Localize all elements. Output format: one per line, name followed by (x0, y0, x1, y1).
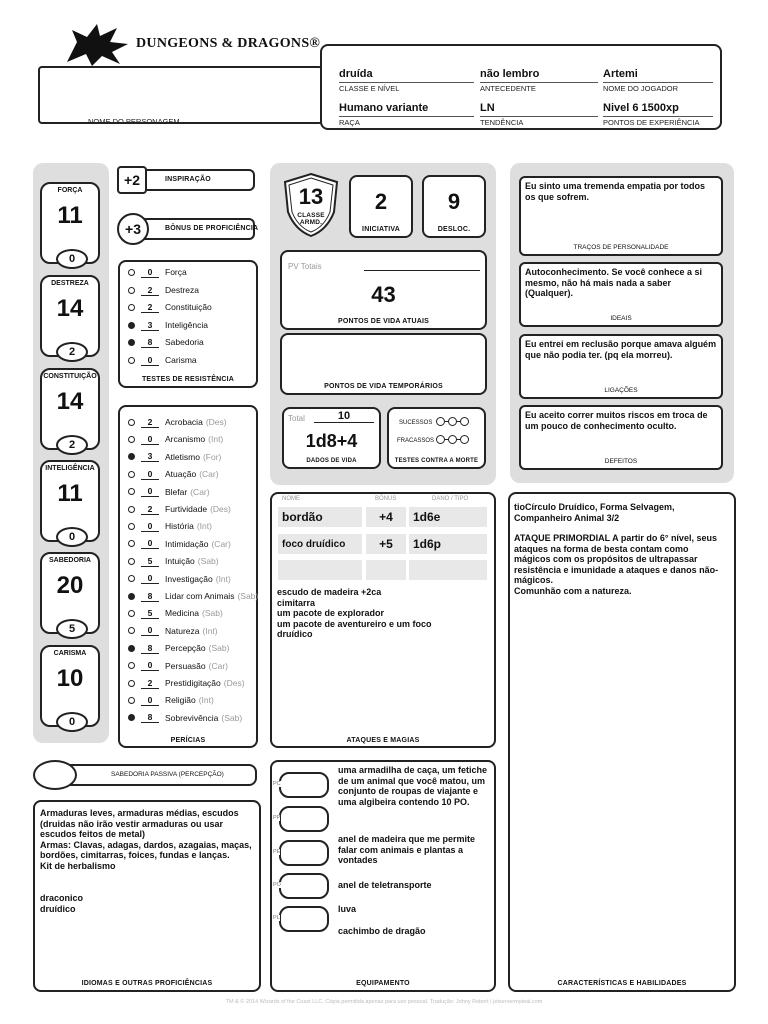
coin-label: PC (273, 781, 281, 787)
bonds-box[interactable] (519, 334, 723, 399)
death-failures-checks[interactable] (436, 435, 469, 444)
skill-value[interactable]: 8 (141, 591, 159, 602)
death-check[interactable] (436, 417, 445, 426)
attack-note: druídico (277, 629, 313, 639)
passive-perception-label: SABEDORIA PASSIVA (PERCEPÇÃO) (111, 771, 224, 778)
skill-name: Acrobacia (165, 417, 203, 427)
attack-empty[interactable] (366, 560, 406, 580)
background-label: ANTECEDENTE (480, 82, 598, 93)
hit-dice-total-label: Total (288, 414, 305, 423)
armor-class-label: CLASSE ARMD. (297, 212, 325, 226)
attack-note: um pacote de aventureiro e um foco (277, 618, 432, 629)
personality-traits-label: TRAÇOS DE PERSONALIDADE (573, 244, 669, 251)
proficiencies-title: IDIOMAS E OUTRAS PROFICIÊNCIAS (81, 980, 213, 987)
logo-text: DUNGEONS & DRAGONS® (136, 36, 321, 51)
save-name: Destreza (165, 285, 200, 295)
attack-damage[interactable]: 1d6p (409, 534, 487, 554)
attack-note: um pacote de explorador (277, 608, 385, 618)
ability-score[interactable]: 14 (56, 295, 84, 322)
skill-name: História (165, 521, 194, 532)
skill-row[interactable] (128, 415, 227, 429)
skill-stat: (Des) (205, 417, 227, 427)
death-successes-checks[interactable] (436, 417, 469, 426)
proficiency-dot[interactable] (128, 627, 135, 634)
proficiency-dot[interactable] (128, 322, 135, 329)
skill-row[interactable] (128, 554, 219, 568)
ability-intelligence (40, 460, 100, 542)
skill-row[interactable] (128, 659, 228, 673)
death-check[interactable] (436, 435, 445, 444)
hp-current-value[interactable]: 43 (371, 282, 396, 307)
skill-stat: (Int) (198, 695, 214, 706)
skill-name: Lidar com Animais (165, 591, 235, 601)
skill-stat: (Int) (208, 434, 224, 445)
death-check[interactable] (448, 417, 457, 426)
save-value[interactable]: 2 (141, 302, 159, 313)
skill-stat: (Car) (211, 538, 231, 549)
saving-throws-title: TESTES DE RESISTÊNCIA (141, 376, 235, 383)
skill-value[interactable]: 0 (141, 625, 159, 636)
save-name: Força (165, 267, 187, 277)
skill-value[interactable]: 0 (141, 469, 159, 480)
features-box[interactable] (508, 492, 736, 992)
armor-class-value[interactable]: 13 (298, 184, 324, 209)
hit-dice-total-value[interactable]: 10 (314, 410, 374, 423)
ability-score[interactable]: 10 (56, 665, 84, 692)
ability-name: FORÇA (57, 187, 83, 194)
save-name: Carisma (165, 355, 197, 365)
bonds-label: LIGAÇÕES (604, 387, 638, 394)
skill-stat: (Sab) (202, 608, 223, 619)
class-level-value[interactable]: druída (339, 68, 373, 80)
personality-traits-text: Eu sinto uma tremenda empatia por todos os que sofrem. (525, 181, 706, 202)
proficiency-dot[interactable] (128, 419, 135, 426)
initiative-value[interactable]: 2 (374, 189, 388, 214)
equipment-title: EQUIPAMENTO (356, 980, 410, 987)
skill-value[interactable]: 0 (141, 521, 159, 532)
skill-name: Intimidação (165, 538, 209, 549)
save-name: Inteligência (165, 320, 209, 330)
skill-row[interactable] (128, 502, 231, 516)
attack-name[interactable]: bordão (278, 507, 362, 527)
temp-hp-label: PONTOS DE VIDA TEMPORÁRIOS (324, 383, 443, 390)
class-level-label: CLASSE E NÍVEL (339, 82, 474, 93)
temp-hp-box[interactable] (280, 333, 487, 395)
ability-modifier[interactable]: 0 (56, 249, 88, 269)
attacks-col-bonus: BÔNUS (375, 496, 397, 502)
skill-row[interactable] (128, 537, 231, 551)
save-value[interactable]: 8 (141, 337, 159, 348)
attacks-col-damage: DANO / TIPO (432, 496, 469, 502)
skill-value[interactable]: 8 (141, 712, 159, 723)
ability-name: DESTREZA (51, 280, 89, 287)
xp-value[interactable]: Nivel 6 1500xp (603, 102, 679, 114)
proficiency-dot[interactable] (128, 269, 135, 276)
hit-dice-value[interactable]: 1d8+4 (305, 431, 358, 451)
passive-perception-box (33, 760, 261, 790)
flaws-text: Eu aceito correr muitos riscos em troca de um pouco de conhecimento oculto. (525, 410, 708, 431)
language-2: druídico (40, 903, 76, 914)
coin-field-pl[interactable] (273, 906, 329, 932)
player-value[interactable]: Artemi (603, 68, 638, 80)
ability-modifier[interactable]: 0 (56, 527, 88, 547)
ability-dexterity (40, 275, 100, 357)
ideals-text: Autoconhecimento. Se você conhece a si mesmo, não há mais nada a saber (Qualquer). (525, 267, 703, 298)
features-title: CARACTERÍSTICAS E HABILIDADES (557, 980, 687, 987)
initiative-label: INICIATIVA (362, 226, 400, 233)
ability-score[interactable]: 11 (57, 202, 83, 229)
hp-max-line[interactable] (364, 270, 480, 271)
speed-value[interactable]: 9 (447, 189, 461, 214)
skill-row[interactable] (128, 485, 210, 499)
save-value[interactable]: 2 (141, 285, 159, 296)
skill-row[interactable] (128, 711, 242, 725)
hp-max-label: PV Totais (288, 262, 322, 271)
skill-stat: (Int) (202, 625, 218, 636)
skill-value[interactable]: 0 (141, 573, 159, 584)
skill-name: Blefar (165, 486, 188, 497)
ability-modifier[interactable]: 2 (56, 435, 88, 455)
skill-stat: (Car) (199, 469, 219, 480)
save-row[interactable] (128, 300, 212, 314)
proficiency-dot[interactable] (128, 436, 135, 443)
coin-label: PE (273, 849, 281, 855)
skill-name: Atletismo (165, 451, 200, 462)
skill-value[interactable]: 0 (141, 434, 159, 445)
hp-current-label: PONTOS DE VIDA ATUAIS (338, 318, 429, 325)
skill-name: Percepção (165, 643, 206, 654)
death-check[interactable] (448, 435, 457, 444)
coin-field-pp[interactable] (273, 806, 329, 832)
attack-name[interactable]: foco druídico (278, 534, 362, 554)
proficiency-dot[interactable] (128, 471, 135, 478)
skill-value[interactable]: 3 (141, 451, 159, 462)
equipment-item[interactable]: luva (338, 904, 357, 914)
speed-label: DESLOC. (437, 226, 471, 233)
alignment-label: TENDÊNCIA (480, 116, 598, 127)
proficiency-weapons: Armas: Clavas, adagas, dardos, azagaias, maças, bordões, cimitarras, foices, fundas e lanças. (40, 839, 252, 860)
proficiency-dot[interactable] (128, 645, 135, 652)
proficiency-armor: Armaduras leves, armaduras médias, escudos (druidas não irão vestir armaduras ou usar escudos feitos de metal) (40, 808, 239, 839)
skill-row[interactable] (128, 693, 214, 707)
ability-strength (40, 182, 100, 264)
coin-field-pc[interactable] (273, 772, 329, 798)
save-row[interactable] (128, 265, 187, 279)
death-saves-label: TESTES CONTRA A MORTE (394, 458, 479, 464)
alignment-value[interactable]: LN (480, 102, 495, 114)
skill-value[interactable]: 2 (141, 678, 159, 689)
equipment-item[interactable]: uma armadilha de caça, um fetiche de um animal que você matou, um conjunto de roupas de viajante e uma algibeira contendo 10 PO. (338, 765, 488, 807)
skill-value[interactable]: 0 (141, 695, 159, 706)
skill-stat: (Car) (190, 486, 210, 497)
race-value[interactable]: Humano variante (339, 102, 429, 114)
proficiency-dot[interactable] (128, 287, 135, 294)
skill-name: Investigação (165, 573, 213, 584)
attack-bonus[interactable]: +5 (366, 534, 406, 554)
skill-row[interactable] (128, 641, 229, 655)
skill-name: Atuação (165, 469, 197, 480)
skill-name: Arcanismo (165, 434, 206, 445)
save-value[interactable]: 3 (141, 320, 159, 331)
ability-modifier[interactable]: 2 (56, 342, 88, 362)
ability-score[interactable]: 14 (56, 388, 84, 415)
attack-note: escudo de madeira +2ca (277, 587, 382, 597)
background-value[interactable]: não lembro (480, 68, 540, 80)
skill-stat: (Car) (208, 660, 228, 671)
skill-name: Natureza (165, 625, 200, 636)
save-row[interactable] (128, 318, 208, 332)
ability-name: SABEDORIA (48, 557, 91, 564)
skill-stat: (Sab) (221, 712, 243, 723)
save-row[interactable] (128, 353, 197, 367)
armor-class-shield (282, 172, 340, 238)
ability-wisdom (40, 552, 100, 634)
xp-label: PONTOS DE EXPERIÊNCIA (603, 116, 713, 127)
language-1: draconico (40, 893, 84, 903)
skill-stat: (Sab) (208, 643, 230, 654)
equipment-item[interactable]: anel de madeira que me permite falar com animais e plantas a vontades (338, 834, 476, 865)
ideals-label: IDEAIS (610, 315, 632, 322)
ability-constitution (40, 368, 100, 450)
ability-charisma (40, 645, 100, 727)
death-failures-label: FRACASSOS (397, 438, 435, 444)
character-info-box (320, 44, 722, 130)
hit-points-box (280, 250, 487, 330)
speed-box (422, 175, 486, 238)
proficiency-box (117, 213, 259, 245)
proficiency-dot[interactable] (128, 339, 135, 346)
skill-row[interactable] (128, 572, 231, 586)
skill-stat: (Sab) (237, 591, 259, 601)
skill-name: Sobrevivência (165, 712, 219, 723)
coin-field-pe[interactable] (273, 840, 329, 866)
save-row[interactable] (128, 335, 204, 349)
skill-row[interactable] (128, 606, 223, 620)
race-label: RAÇA (339, 116, 474, 127)
save-name: Constituição (165, 302, 212, 312)
death-saves-box (387, 407, 486, 469)
ability-name: INTELIGÊNCIA (45, 465, 95, 472)
coin-label: PP (273, 815, 281, 821)
coin-field-po[interactable] (273, 873, 329, 899)
ability-score[interactable]: 20 (56, 572, 84, 599)
initiative-box (349, 175, 413, 238)
proficiency-dot[interactable] (128, 575, 135, 582)
proficiency-dot[interactable] (128, 714, 135, 721)
save-value[interactable]: 0 (141, 355, 159, 366)
death-successes-label: SUCESSOS (399, 420, 433, 426)
save-row[interactable] (128, 283, 199, 297)
proficiency-dot[interactable] (128, 523, 135, 530)
proficiencies-text (40, 808, 253, 914)
skill-name: Intuição (165, 556, 195, 567)
ideals-box[interactable] (519, 262, 723, 327)
save-value[interactable]: 0 (141, 267, 159, 278)
skill-name: Persuasão (165, 660, 206, 671)
save-name: Sabedoria (165, 337, 204, 347)
personality-traits-box[interactable] (519, 176, 723, 256)
attacks-title: ATAQUES E MAGIAS (346, 737, 420, 744)
passive-perception-value[interactable] (33, 760, 77, 790)
proficiency-dot[interactable] (128, 610, 135, 617)
feature-text-1: tioCírculo Druídico, Forma Selvagem, Companheiro Animal 3/2 (514, 502, 675, 523)
proficiency-dot[interactable] (128, 488, 135, 495)
player-label: NOME DO JOGADOR (603, 82, 713, 93)
proficiency-tools: Kit de herbalismo (40, 860, 116, 871)
skill-row[interactable] (128, 450, 221, 464)
proficiency-dot[interactable] (128, 593, 135, 600)
inspiration-label: INSPIRAÇÃO (165, 176, 211, 183)
proficiency-dot[interactable] (128, 680, 135, 687)
attack-empty[interactable] (278, 560, 362, 580)
skill-value[interactable]: 2 (141, 417, 159, 428)
footer-copyright: TM & © 2014 Wizards of the Coast LLC. Cópia permitida apenas para uso pessoal. Tradução: Johny Robert | jetservermyteal.com (225, 999, 543, 1005)
inspiration-value[interactable]: +2 (117, 166, 147, 194)
skill-stat: (Des) (223, 678, 245, 688)
skill-value[interactable]: 5 (141, 608, 159, 619)
skill-stat: (For) (202, 451, 222, 462)
flaws-box[interactable] (519, 405, 723, 470)
attacks-notes[interactable] (277, 587, 489, 640)
skill-row[interactable] (128, 432, 223, 446)
feature-text-2: ATAQUE PRIMORDIAL A partir do 6° nível, seus ataques na forma de besta contam como mágicos com os propósitos de ultrapassar resistência e imunidade a ataques e danos não-mágicos. (514, 533, 719, 585)
proficiency-dot[interactable] (128, 357, 135, 364)
equipment-item[interactable]: anel de teletransporte (338, 880, 432, 890)
ability-name: CARISMA (53, 650, 87, 657)
coin-label: PO (273, 882, 281, 888)
skill-value[interactable]: 5 (141, 556, 159, 567)
character-name-label: NOME DO PERSONAGEM (88, 117, 180, 126)
death-check[interactable] (460, 417, 469, 426)
skill-name: Furtividade (165, 504, 208, 514)
coin-label: PL (273, 915, 280, 921)
features-text (514, 502, 726, 596)
skill-row[interactable] (128, 467, 219, 481)
proficiency-dot[interactable] (128, 558, 135, 565)
logo (62, 22, 332, 66)
attacks-col-name: NOME (282, 496, 300, 502)
proficiency-dot[interactable] (128, 540, 135, 547)
bonds-text: Eu entrei em reclusão porque amava alguém que não podia ter. (pq ela morreu). (525, 339, 717, 360)
attack-bonus[interactable]: +4 (366, 507, 406, 527)
proficiency-dot[interactable] (128, 697, 135, 704)
proficiency-dot[interactable] (128, 304, 135, 311)
skills-title: PERÍCIAS (170, 737, 206, 744)
attack-damage[interactable]: 1d6e (409, 507, 487, 527)
ability-score[interactable]: 11 (57, 480, 83, 507)
character-name-banner[interactable] (38, 66, 323, 124)
proficiencies-box[interactable] (33, 800, 261, 992)
attack-empty[interactable] (409, 560, 487, 580)
hit-dice-box (282, 407, 381, 469)
proficiency-dot[interactable] (128, 453, 135, 460)
skill-row[interactable] (128, 519, 212, 533)
skill-name: Religião (165, 695, 196, 706)
feature-text-3: Comunhão com a natureza. (514, 585, 632, 596)
hit-dice-label: DADOS DE VIDA (306, 458, 357, 464)
skill-value[interactable]: 0 (141, 538, 159, 549)
proficiency-dot[interactable] (128, 506, 135, 513)
skill-stat: (Int) (215, 573, 231, 584)
proficiency-value[interactable]: +3 (117, 213, 149, 245)
skill-stat: (Int) (196, 521, 212, 532)
ability-modifier[interactable]: 5 (56, 619, 88, 639)
inspiration-box (117, 166, 259, 194)
proficiency-dot[interactable] (128, 662, 135, 669)
ability-modifier[interactable]: 0 (56, 712, 88, 732)
skill-row[interactable] (128, 676, 245, 690)
skill-value[interactable]: 8 (141, 643, 159, 654)
skill-row[interactable] (128, 589, 258, 603)
skill-stat: (Des) (210, 504, 231, 514)
skill-row[interactable] (128, 624, 218, 638)
skill-value[interactable]: 0 (141, 486, 159, 497)
attack-note: cimitarra (277, 597, 316, 608)
equipment-item[interactable]: cachimbo de dragão (338, 926, 426, 936)
skill-name: Prestidigitação (165, 678, 221, 688)
skill-value[interactable]: 2 (141, 504, 159, 515)
skill-name: Medicina (165, 608, 200, 619)
skill-value[interactable]: 0 (141, 660, 159, 671)
skill-stat: (Sab) (197, 556, 219, 567)
death-check[interactable] (460, 435, 469, 444)
ability-name: CONSTITUIÇÃO (43, 373, 97, 380)
dragon-logo-icon (62, 22, 132, 68)
proficiency-label: BÔNUS DE PROFICIÊNCIA (165, 225, 259, 232)
flaws-label: DEFEITOS (604, 458, 638, 465)
